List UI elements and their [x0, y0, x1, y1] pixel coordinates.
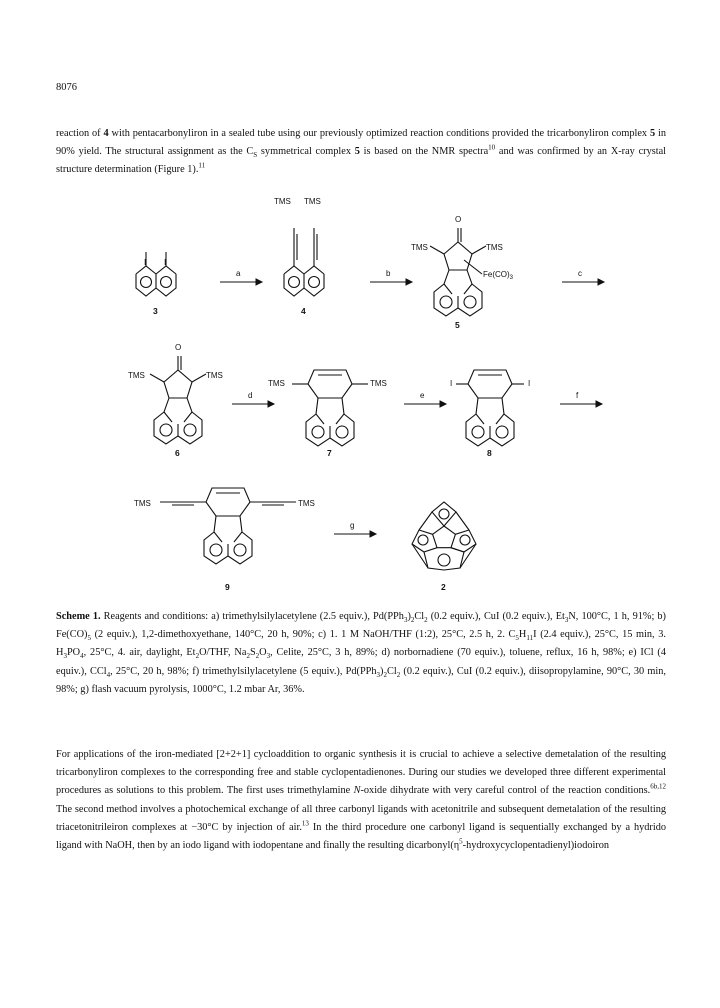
tms-label: TMS: [134, 499, 151, 508]
reagent-label-f: f: [576, 391, 579, 400]
iodo-label: I: [528, 379, 531, 388]
compound-number-6: 6: [175, 448, 180, 458]
compound-9-structure: [160, 488, 296, 564]
reagent-label-g: g: [350, 521, 355, 530]
tms-label: TMS: [304, 197, 321, 206]
iron-label: $Fe(CO)_3$: [483, 270, 514, 281]
compound-number-7: 7: [327, 448, 332, 458]
paragraph-demetalation: For applications of the iron-mediated [2+2+1] cycloaddition to organic synthesis it is crucial to achieve a selective demetalation of the resulting tricarbonyliron complexes to the corresponding free and stable cyclopentadienones. During our studies we developed three different experimental procedures as solutions to this problem. The first uses trimethylamine N-oxide dihydrate with very careful control of the reaction conditions.$^{6b,12}$ The second method involves a photochemical exchange of all three carbonyl ligands with acetonitrile and subsequent demetalation of the resulting triacetonitrileiron complexes at −30°C by injection of air.$^{13}$ In the third procedure one carbonyl ligand is sequentially exchanged by a hydrido ligand with NaOH, then by an iodo ligand with iodopentane and finally the resulting $dicarbonyl(\eta^5-hydroxycyclopentadienyl)iodoiron$: [56, 749, 666, 852]
caption-title: Scheme 1.: [56, 611, 101, 622]
scheme-caption: Scheme 1. Reagents and conditions: a) trimethylsilylacetylene (2.5 equiv.), $Pd(PPh_3)_2Cl_2$ (0.2 equiv.), CuI (0.2 equiv.), $Et_3N$, 100°C, 1 h, 91%; b) $Fe(CO)_5$ (2 equiv.), 1,2-dimethoxyethane, 140°C, 20 h, 90%; c) 1. 1 M NaOH/THF (1:2), 25°C, 2.5 h, 2. $C_5H_{11}I$ (2.4 equiv.), 25°C, 15 min, 3. $H_3PO_4$, 25°C, 4. air, daylight, $Et_2O$/THF, $Na_2S_2O_3$, Celite, 25°C, 3 h, 89%; d) norbornadiene (70 equiv.), toluene, reflux, 16 h, 98%; e) ICl (4 equiv.), CCl$_4$, 25°C, 20 h, 98%; f) trimethylsilylacetylene (5 equiv.), $Pd(PPh_3)_2Cl_2$ (0.2 equiv.), CuI (0.2 equiv.), diisopropylamine, 90°C, 30 min, 98%; g) flash vacuum pyrolysis, 1000°C, 1.2 mbar Ar, 36%.: [56, 611, 667, 695]
reagent-label-a: a: [236, 269, 241, 278]
compound-8-structure: [456, 370, 524, 446]
compound-3-structure: [136, 252, 176, 296]
compound-number-5: 5: [455, 320, 460, 330]
oxo-label: O: [455, 215, 462, 224]
tms-label: TMS: [268, 379, 285, 388]
compound-7-structure: [292, 370, 368, 446]
paragraph-intro: reaction of 4 with pentacarbonyliron in a sealed tube using our previously optimized reaction conditions provided the tricarbonyliron complex 5 in 90% yield. The structural assignment as the $C_S$ symmetrical complex 5 is based on the NMR spectra$^{10}$ and was confirmed by an X-ray crystal structure determination (Figure 1).$^{11}$: [56, 128, 667, 176]
compound-number-9: 9: [225, 582, 230, 592]
reagent-label-b: b: [386, 269, 391, 278]
tms-label: TMS: [206, 371, 223, 380]
reaction-scheme: [0, 190, 720, 600]
iodo-label: I: [144, 258, 147, 267]
tms-label: TMS: [486, 243, 503, 252]
compound-number-4: 4: [301, 306, 306, 316]
reagent-label-d: d: [248, 391, 253, 400]
tms-label: TMS: [370, 379, 387, 388]
oxo-label: O: [175, 343, 182, 352]
compound-number-8: 8: [487, 448, 492, 458]
reagent-label-c: c: [578, 269, 582, 278]
tms-label: TMS: [128, 371, 145, 380]
compound-4-structure: [284, 228, 324, 296]
compound-5-structure: [430, 228, 486, 316]
compound-number-3: 3: [153, 306, 158, 316]
compound-6-structure: [150, 356, 206, 444]
tms-label: TMS: [274, 197, 291, 206]
tms-label: TMS: [298, 499, 315, 508]
iodo-label: I: [450, 379, 453, 388]
iodo-label: I: [164, 258, 167, 267]
compound-number-2: 2: [441, 582, 446, 592]
reagent-label-e: e: [420, 391, 425, 400]
compound-2-structure: [412, 502, 476, 570]
page-number: 8076: [56, 82, 77, 93]
tms-label: TMS: [411, 243, 428, 252]
